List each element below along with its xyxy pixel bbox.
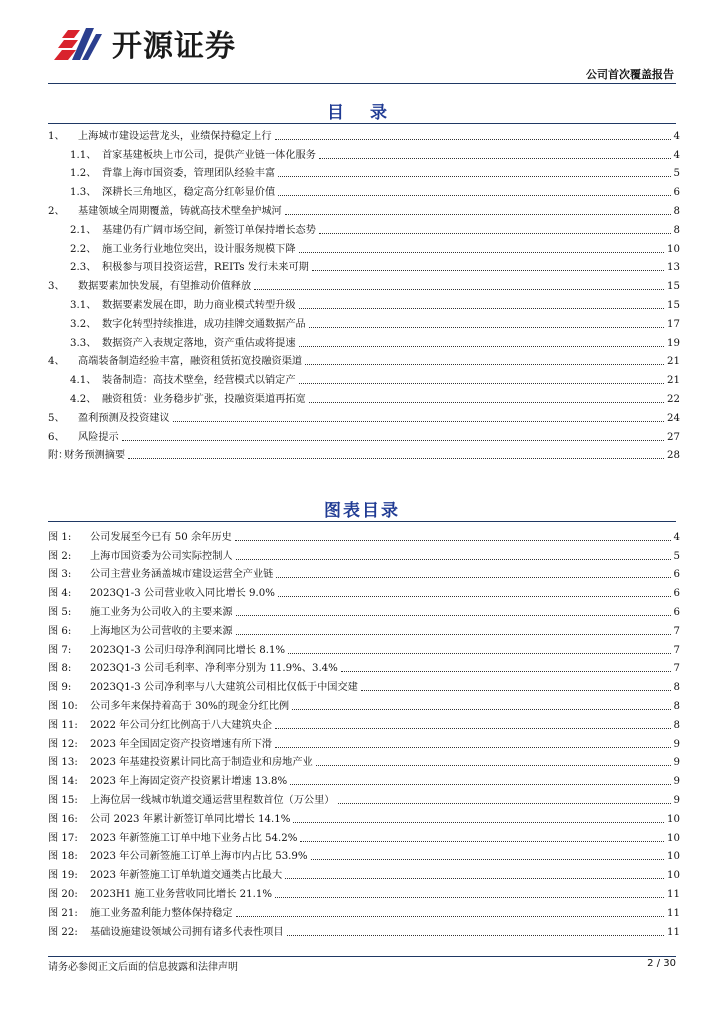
figure-entry-label: 2023 年新签施工订单轨道交通类占比最大 [90, 870, 283, 882]
toc-entry[interactable] [48, 350, 680, 369]
dot-leader [338, 802, 671, 804]
toc-entry-label: 高端装备制造经验丰富，融资租赁拓宽投融资渠道 [78, 356, 303, 368]
figure-entry[interactable] [48, 845, 680, 864]
dot-leader [275, 746, 671, 748]
dot-leader [299, 251, 664, 253]
figure-entry[interactable] [48, 807, 680, 826]
toc-entry-label: 财务预测摘要 [64, 450, 126, 462]
figure-entry[interactable] [48, 619, 680, 638]
toc-entry-number: 2.3、 [70, 262, 97, 274]
toc-entry-page: 13 [667, 262, 680, 274]
figure-entry-number: 图 3: [48, 569, 72, 581]
dot-leader [319, 232, 671, 234]
figure-entry-page: 9 [673, 776, 680, 788]
toc-entry-label: 积极参与项目投资运营，REITs 发行未来可期 [102, 262, 309, 274]
brand-name: 开源证券 [112, 29, 236, 64]
figure-entry-page: 7 [673, 663, 680, 675]
figure-entry-label: 2022 年公司分红比例高于八大建筑央企 [90, 719, 272, 731]
toc-entry-number: 1.3、 [70, 187, 97, 199]
figure-entry-label: 施工业务为公司收入的主要来源 [90, 606, 233, 618]
toc-entry[interactable] [48, 180, 680, 199]
figure-entry-number: 图 20: [48, 888, 78, 900]
figure-title-divider [48, 521, 676, 522]
toc-entry-number: 4、 [48, 356, 65, 368]
figure-entry-number: 图 14: [48, 776, 78, 788]
figure-entry-label: 2023 年新签施工订单中地下业务占比 54.2% [90, 832, 298, 844]
figure-entry-page: 8 [673, 719, 680, 731]
dot-leader [278, 194, 670, 196]
figure-entry-label: 上海地区为公司营收的主要来源 [90, 625, 233, 637]
toc-entry-page: 8 [673, 205, 680, 217]
figure-entry-page: 10 [667, 870, 680, 882]
figure-entry-number: 图 18: [48, 851, 78, 863]
toc-entry-number: 1.1、 [70, 149, 97, 161]
figure-entry[interactable] [48, 863, 680, 882]
page-number: 2 / 30 [647, 958, 676, 969]
figure-entry-number: 图 8: [48, 663, 72, 675]
dot-leader [275, 727, 671, 729]
figure-entry-label: 2023 年基建投资累计同比高于制造业和房地产业 [90, 757, 313, 769]
toc-entry-number: 1.2、 [70, 168, 97, 180]
figure-entry-page: 8 [673, 700, 680, 712]
toc-entry-page: 27 [667, 431, 680, 443]
figure-entry[interactable] [48, 732, 680, 751]
toc-entry-label: 数据要素发展在即，助力商业模式转型升级 [102, 299, 296, 311]
figure-entry[interactable] [48, 713, 680, 732]
figure-entry-page: 9 [673, 738, 680, 750]
figure-entry-label: 施工业务盈利能力整体保持稳定 [90, 907, 233, 919]
toc-entry-number: 3、 [48, 281, 65, 293]
figure-entry-number: 图 1: [48, 531, 72, 543]
toc-entry-page: 21 [667, 356, 680, 368]
toc-entry-number: 5、 [48, 412, 65, 424]
figure-entry-number: 图 17: [48, 832, 78, 844]
toc-entry[interactable] [48, 218, 680, 237]
toc-entry-number: 2.1、 [70, 224, 97, 236]
dot-leader [361, 689, 671, 691]
toc-entry[interactable] [48, 274, 680, 293]
figure-entry-page: 6 [673, 569, 680, 581]
footer-disclaimer: 请务必参阅正文后面的信息披露和法律声明 [48, 962, 238, 973]
dot-leader [299, 345, 664, 347]
dot-leader [288, 652, 670, 654]
dot-leader [311, 858, 664, 860]
dot-leader [293, 821, 664, 823]
dot-leader [290, 783, 670, 785]
figure-entry[interactable] [48, 769, 680, 788]
dot-leader [278, 595, 671, 597]
dot-leader [341, 670, 671, 672]
figure-entry-number: 图 10: [48, 700, 78, 712]
toc-entry-page: 15 [667, 281, 680, 293]
toc-entry[interactable] [48, 237, 680, 256]
dot-leader [309, 326, 664, 328]
table-of-contents [48, 124, 680, 462]
toc-entry-page: 4 [673, 130, 680, 142]
figure-entry[interactable] [48, 563, 680, 582]
figure-entry-number: 图 13: [48, 757, 78, 769]
toc-entry-number: 6、 [48, 431, 65, 443]
figure-entry[interactable] [48, 675, 680, 694]
toc-entry-number: 2、 [48, 205, 65, 217]
figure-entry-page: 5 [673, 550, 680, 562]
figure-entry[interactable] [48, 826, 680, 845]
figure-entry-label: 公司发展至今已有 50 余年历史 [90, 531, 232, 543]
dot-leader [305, 363, 664, 365]
figure-entry-label: 2023 年全国固定资产投资增速有所下滑 [90, 738, 272, 750]
dot-leader [299, 382, 664, 384]
figure-entry-number: 图 15: [48, 794, 78, 806]
toc-entry-page: 22 [667, 393, 680, 405]
figure-entry[interactable] [48, 882, 680, 901]
toc-entry[interactable] [48, 331, 680, 350]
page-header [0, 0, 724, 86]
toc-entry-label: 数据资产入表规定落地，资产重估或将提速 [102, 337, 296, 349]
figure-entry[interactable] [48, 920, 680, 939]
toc-entry-label: 盈利预测及投资建议 [78, 412, 170, 424]
figure-entry-number: 图 16: [48, 813, 78, 825]
figure-entry-number: 图 19: [48, 870, 78, 882]
toc-entry[interactable] [48, 406, 680, 425]
figure-entry-page: 8 [673, 682, 680, 694]
figure-index-title: 图表目录 [324, 501, 400, 521]
toc-entry-label: 装备制造：高技术壁垒，经营模式以销定产 [102, 375, 296, 387]
dot-leader [276, 576, 670, 578]
figure-entry-label: 公司多年来保持着高于 30%的现金分红比例 [90, 700, 290, 712]
toc-title: 目 录 [327, 103, 397, 123]
toc-entry-page: 15 [667, 299, 680, 311]
figure-entry-label: 2023Q1-3 公司毛利率、净利率分别为 11.9%、3.4% [90, 663, 338, 675]
figure-entry-number: 图 2: [48, 550, 72, 562]
toc-entry-label: 背靠上海市国资委，管理团队经验丰富 [102, 168, 276, 180]
toc-entry[interactable] [48, 124, 680, 143]
toc-entry[interactable] [48, 256, 680, 275]
toc-entry-page: 5 [673, 168, 680, 180]
figure-entry-number: 图 6: [48, 625, 72, 637]
dot-leader [122, 439, 664, 441]
figure-entry-page: 11 [667, 926, 680, 938]
toc-entry-page: 28 [667, 450, 680, 462]
figure-entry[interactable] [48, 751, 680, 770]
dot-leader [316, 764, 671, 766]
toc-entry[interactable] [48, 199, 680, 218]
figure-entry-number: 图 21: [48, 907, 78, 919]
toc-entry[interactable] [48, 368, 680, 387]
figure-entry-page: 10 [667, 813, 680, 825]
dot-leader [299, 307, 664, 309]
toc-entry[interactable] [48, 143, 680, 162]
dot-leader [275, 896, 664, 898]
figure-entry[interactable] [48, 581, 680, 600]
dot-leader [300, 840, 664, 842]
toc-entry-label: 融资租赁：业务稳步扩张，投融资渠道再拓宽 [102, 393, 306, 405]
dot-leader [236, 614, 671, 616]
dot-leader [312, 269, 664, 271]
toc-entry-label: 首家基建板块上市公司，提供产业链一体化服务 [102, 149, 316, 161]
toc-entry-label: 上海城市建设运营龙头，业绩保持稳定上行 [78, 130, 272, 142]
figure-entry-page: 7 [673, 625, 680, 637]
dot-leader [319, 157, 671, 159]
figure-entry-page: 9 [673, 794, 680, 806]
figure-entry[interactable] [48, 600, 680, 619]
figure-entry-label: 2023Q1-3 公司归母净利润同比增长 8.1% [90, 644, 286, 656]
dot-leader [275, 138, 671, 140]
figure-entry-label: 公司 2023 年累计新签订单同比增长 14.1% [90, 813, 291, 825]
figure-entry[interactable] [48, 694, 680, 713]
toc-entry[interactable] [48, 312, 680, 331]
toc-entry[interactable] [48, 162, 680, 181]
figure-entry[interactable] [48, 788, 680, 807]
figure-entry-page: 6 [673, 588, 680, 600]
figure-entry-number: 图 5: [48, 606, 72, 618]
dot-leader [173, 420, 664, 422]
footer-divider [48, 956, 676, 957]
figure-entry-page: 10 [667, 832, 680, 844]
figure-entry-page: 6 [673, 606, 680, 618]
toc-entry-page: 24 [667, 412, 680, 424]
toc-entry-label: 数字化转型持续推进，成功挂牌交通数据产品 [102, 318, 306, 330]
kysec-logo-icon [48, 20, 110, 66]
figure-entry-number: 图 22: [48, 926, 78, 938]
toc-entry-label: 基建仍有广阔市场空间，新签订单保持增长态势 [102, 224, 316, 236]
figure-entry-page: 4 [673, 531, 680, 543]
figure-entry-number: 图 12: [48, 738, 78, 750]
toc-entry-page: 4 [673, 149, 680, 161]
dot-leader [236, 633, 671, 635]
figure-entry-label: 2023Q1-3 公司营业收入同比增长 9.0% [90, 588, 275, 600]
toc-entry[interactable] [48, 387, 680, 406]
dot-leader [285, 213, 671, 215]
figure-entry-label: 上海位居一线城市轨道交通运营里程数首位（万公里） [90, 794, 335, 806]
figure-entry-page: 10 [667, 851, 680, 863]
report-type-label: 公司首次覆盖报告 [586, 68, 674, 81]
dot-leader [236, 915, 664, 917]
toc-entry-number: 4.2、 [70, 393, 97, 405]
figure-entry[interactable] [48, 638, 680, 657]
toc-entry-page: 17 [667, 318, 680, 330]
dot-leader [128, 457, 664, 459]
toc-entry-page: 8 [673, 224, 680, 236]
figure-entry-label: 基础设施建设领域公司拥有诸多代表性项目 [90, 926, 284, 938]
toc-entry-page: 10 [667, 243, 680, 255]
brand-logo [48, 20, 278, 66]
toc-entry-label: 基建领域全周期覆盖，铸就高技术壁垒护城河 [78, 205, 282, 217]
figure-entry-label: 上海市国资委为公司实际控制人 [90, 550, 233, 562]
toc-entry-label: 风险提示 [78, 431, 119, 443]
figure-entry[interactable] [48, 657, 680, 676]
toc-entry-number: 1、 [48, 130, 65, 142]
figure-entry-label: 2023 年上海固定资产投资累计增速 13.8% [90, 776, 288, 788]
dot-leader [309, 401, 664, 403]
toc-entry-number: 3.3、 [70, 337, 97, 349]
figure-entry-label: 公司主营业务涵盖城市建设运营全产业链 [90, 569, 274, 581]
toc-entry-number: 3.2、 [70, 318, 97, 330]
figure-entry[interactable] [48, 525, 680, 544]
toc-entry-label: 施工业务行业地位突出，设计服务规模下降 [102, 243, 296, 255]
dot-leader [235, 539, 671, 541]
figure-entry-label: 2023 年公司新签施工订单上海市内占比 53.9% [90, 851, 308, 863]
figure-entry-label: 2023H1 施工业务营收同比增长 21.1% [90, 888, 273, 900]
figure-entry[interactable] [48, 544, 680, 563]
figure-entry-number: 图 11: [48, 719, 78, 731]
toc-entry-page: 21 [667, 375, 680, 387]
toc-entry-number: 4.1、 [70, 375, 97, 387]
toc-entry[interactable] [48, 444, 680, 463]
dot-leader [285, 877, 664, 879]
dot-leader [278, 175, 670, 177]
toc-entry-number: 3.1、 [70, 299, 97, 311]
figure-entry-page: 9 [673, 757, 680, 769]
dot-leader [236, 558, 671, 560]
dot-leader [292, 708, 670, 710]
toc-entry-page: 19 [667, 337, 680, 349]
figure-entry-number: 图 4: [48, 588, 72, 600]
toc-entry-label: 深耕长三角地区，稳定高分红彰显价值 [102, 187, 276, 199]
toc-entry[interactable] [48, 293, 680, 312]
figure-entry-page: 11 [667, 907, 680, 919]
figure-entry-number: 图 7: [48, 644, 72, 656]
dot-leader [254, 288, 664, 290]
header-divider [48, 83, 676, 84]
toc-entry-label: 数据要素加快发展，有望推动价值释放 [78, 281, 252, 293]
figure-entry-number: 图 9: [48, 682, 72, 694]
figure-entry[interactable] [48, 901, 680, 920]
toc-entry[interactable] [48, 425, 680, 444]
figure-entry-label: 2023Q1-3 公司净利率与八大建筑公司相比仅低于中国交建 [90, 682, 358, 694]
toc-entry-number: 2.2、 [70, 243, 97, 255]
toc-entry-number: 附： [48, 450, 69, 462]
figure-entry-page: 7 [673, 644, 680, 656]
figure-entry-page: 11 [667, 888, 680, 900]
figure-index [48, 525, 680, 939]
dot-leader [287, 934, 664, 936]
toc-entry-page: 6 [673, 187, 680, 199]
